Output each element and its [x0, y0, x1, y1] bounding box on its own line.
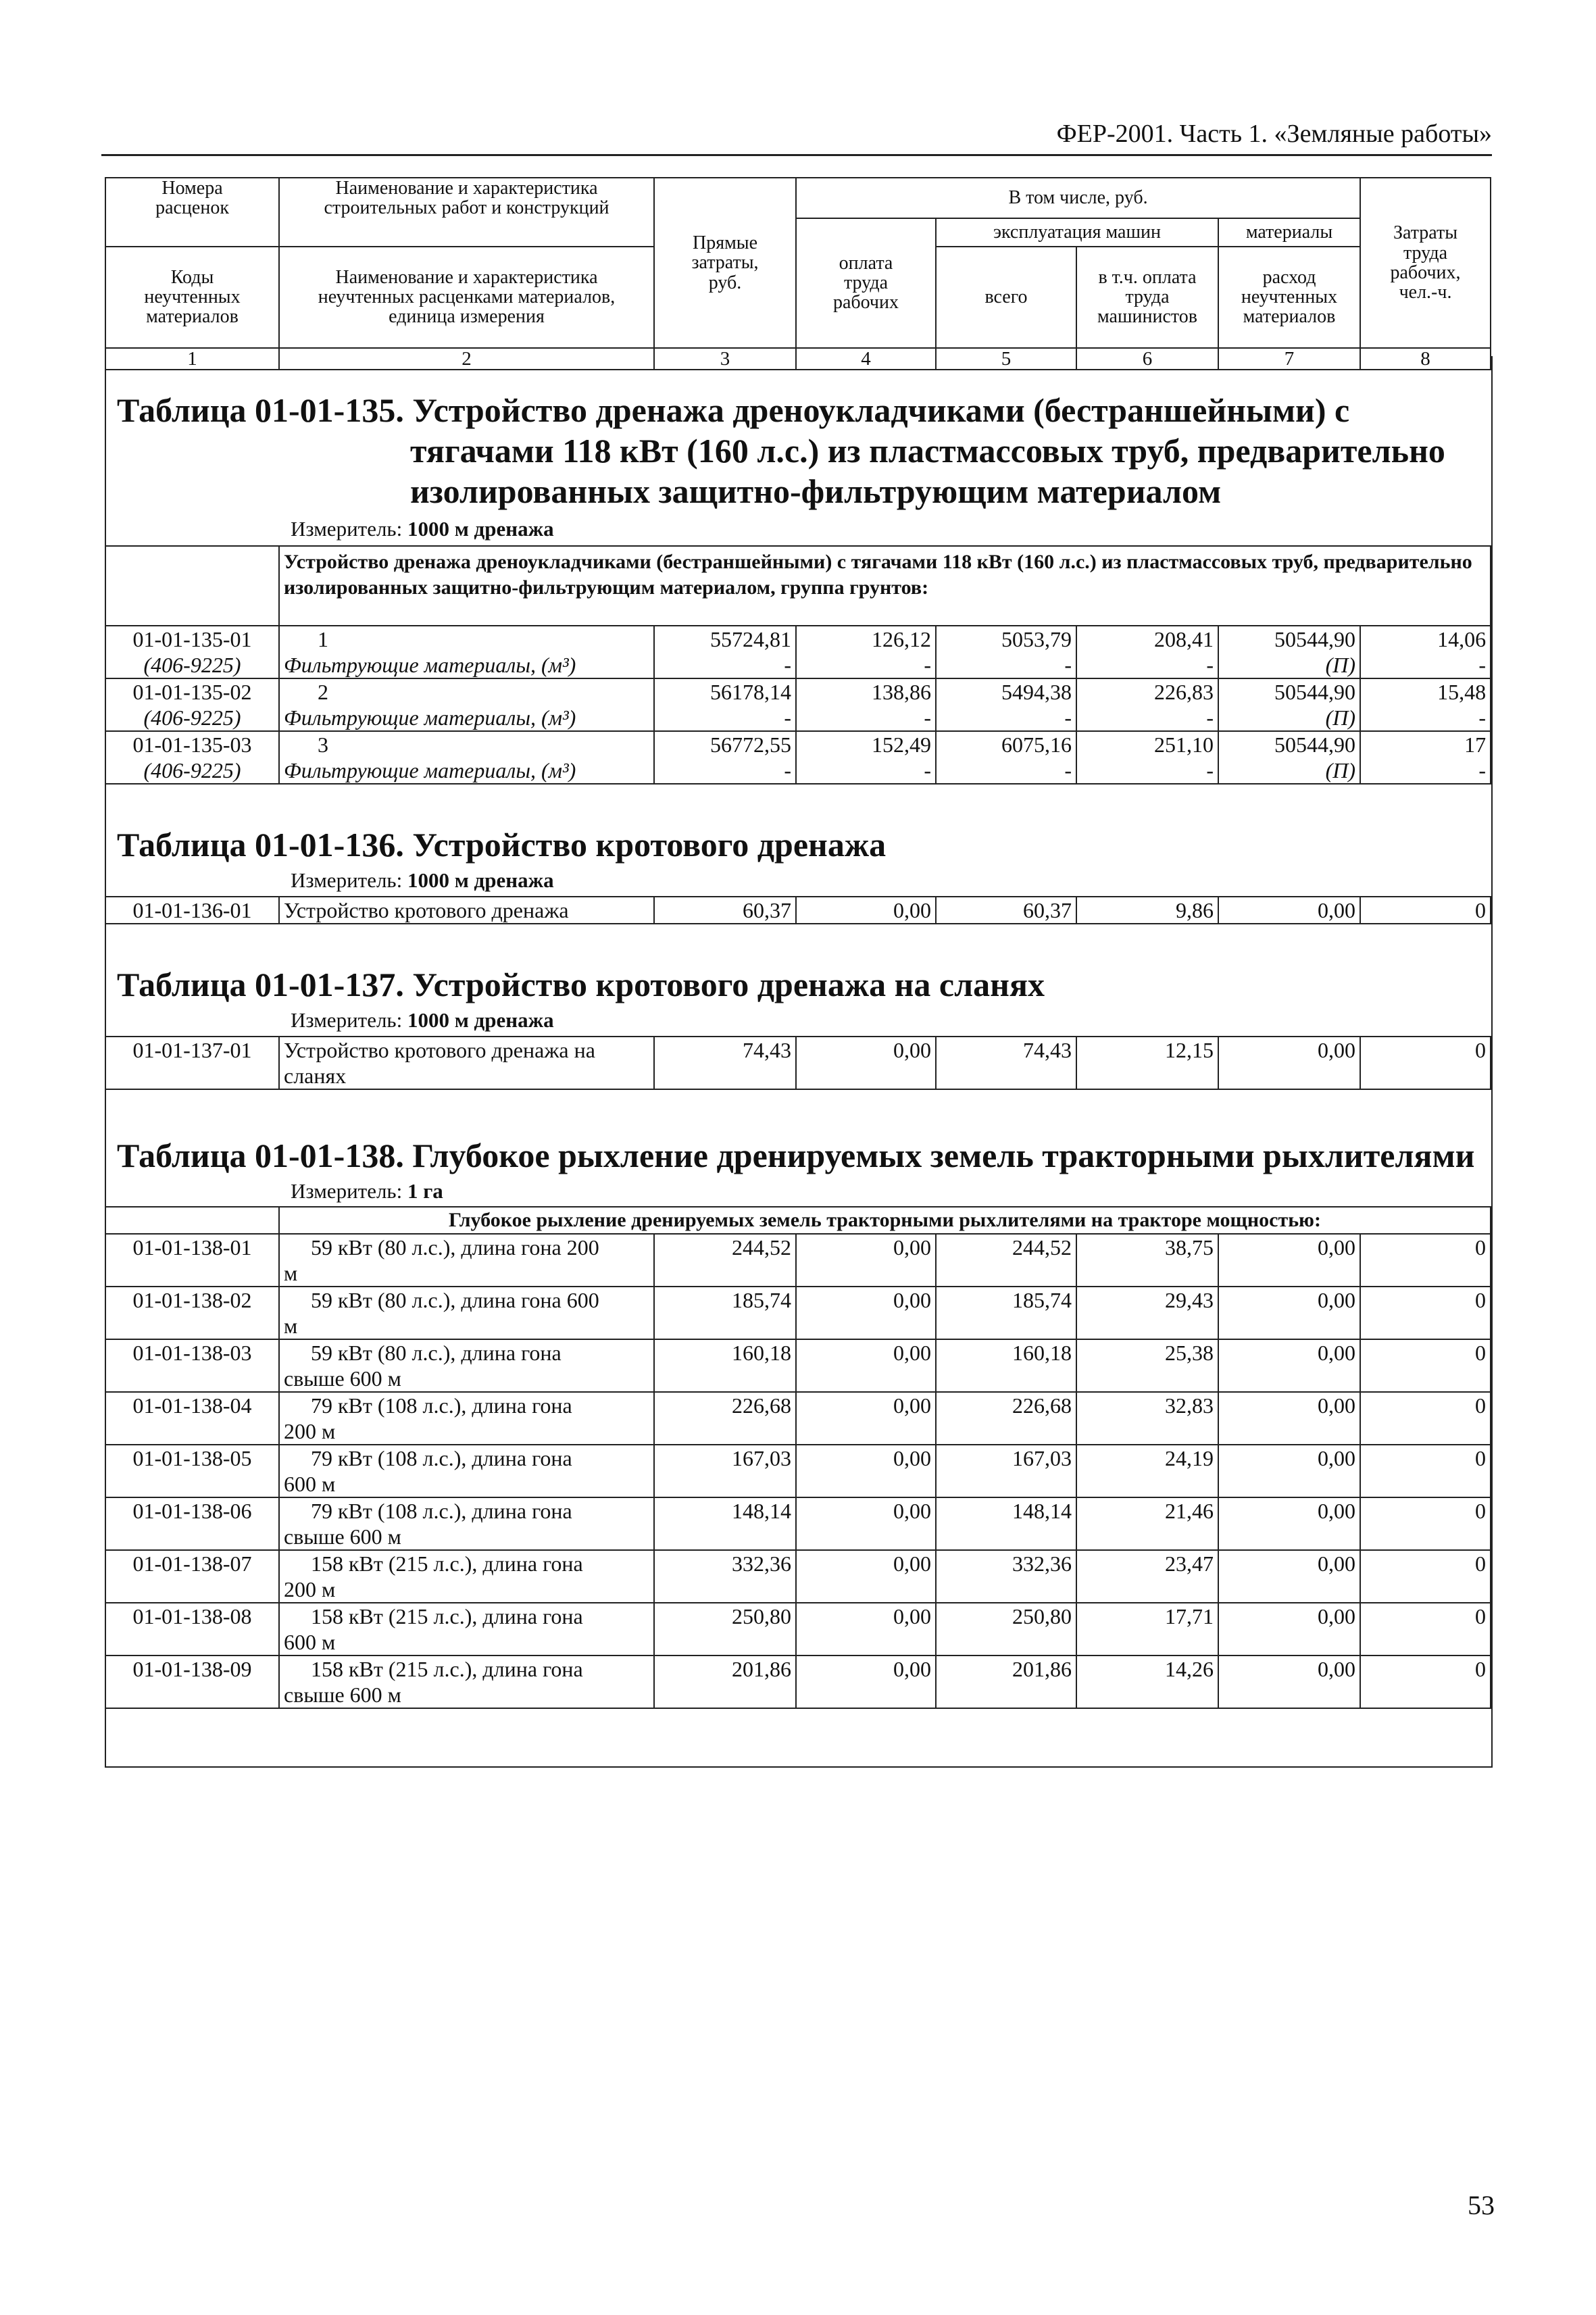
- labor-hours: 0: [1360, 1037, 1491, 1089]
- direct-costs: 148,14: [654, 1497, 796, 1550]
- measure-label: Измеритель:: [291, 868, 403, 892]
- col-number: 5: [936, 348, 1076, 370]
- direct-costs: 56772,55: [710, 732, 791, 757]
- table-row: [105, 1550, 1491, 1603]
- rate-code: 01-01-138-09: [105, 1656, 279, 1708]
- running-header-title: ФЕР-2001. Часть 1. «Земляные работы»: [1056, 120, 1492, 148]
- measure-label: Измеритель:: [291, 517, 403, 541]
- table-136-rows: [105, 896, 1491, 924]
- machinists-pay: 21,46: [1076, 1497, 1218, 1550]
- rate-code: 01-01-138-08: [105, 1603, 279, 1656]
- machinists-pay: 38,75: [1076, 1234, 1218, 1287]
- work-name-line2: 600 м: [284, 1472, 336, 1496]
- machines-total: 5494,38: [1001, 680, 1072, 704]
- name-cell: [279, 1287, 654, 1339]
- materials-cost: 0,00: [1218, 1445, 1360, 1497]
- dash: -: [924, 705, 931, 730]
- machines-total: 160,18: [936, 1339, 1076, 1392]
- rate-code: 01-01-138-03: [105, 1339, 279, 1392]
- table-137-measure: [291, 1008, 554, 1032]
- table-row: [105, 1392, 1491, 1445]
- labor-pay: 138,86: [872, 680, 931, 704]
- work-name-line2: сланях: [284, 1064, 347, 1088]
- dash: -: [1206, 653, 1214, 677]
- table-row: [105, 731, 1491, 784]
- work-name: 2: [318, 680, 328, 704]
- rate-code: 01-01-135-01: [132, 627, 252, 651]
- machines-total: 185,74: [936, 1287, 1076, 1339]
- table-136-title: Таблица 01-01-136. Устройство кротового дренажа: [117, 826, 887, 864]
- work-name-line1: 158 кВт (215 л.с.), длина гона: [311, 1657, 583, 1681]
- table-row: [105, 1339, 1491, 1392]
- machines-total: 6075,16: [1001, 732, 1072, 757]
- direct-costs: 226,68: [654, 1392, 796, 1445]
- rate-code: 01-01-138-04: [105, 1392, 279, 1445]
- work-name-line2: свыше 600 м: [284, 1366, 401, 1391]
- machines-total: 74,43: [936, 1037, 1076, 1089]
- machinists-pay: 9,86: [1076, 897, 1218, 924]
- table-row: [105, 1037, 1491, 1089]
- material-code: (406-9225): [143, 653, 241, 677]
- work-name-line1: Устройство кротового дренажа на: [284, 1038, 595, 1062]
- rate-code: 01-01-138-02: [105, 1287, 279, 1339]
- materials-cost: 0,00: [1218, 1603, 1360, 1656]
- machinists-pay: 23,47: [1076, 1550, 1218, 1603]
- machinists-pay: 17,71: [1076, 1603, 1218, 1656]
- rate-code: 01-01-138-05: [105, 1445, 279, 1497]
- header-c3: Прямые затраты, руб.: [654, 178, 796, 348]
- machinists-pay: 29,43: [1076, 1287, 1218, 1339]
- work-name-line2: свыше 600 м: [284, 1683, 401, 1707]
- machinists-pay: 14,26: [1076, 1656, 1218, 1708]
- labor-hours: 0: [1360, 1234, 1491, 1287]
- direct-costs: 185,74: [654, 1287, 796, 1339]
- name-cell: [279, 1550, 654, 1603]
- labor-hours: 15,48: [1437, 680, 1487, 704]
- direct-costs: 167,03: [654, 1445, 796, 1497]
- name-cell: [279, 678, 654, 731]
- name-cell: [279, 1445, 654, 1497]
- labor-pay: 126,12: [872, 627, 931, 651]
- dash: -: [1206, 758, 1214, 782]
- column-header-table: [105, 177, 1491, 370]
- col-number: 7: [1218, 348, 1360, 370]
- table-138-measure: [291, 1179, 443, 1203]
- table-137-title: Таблица 01-01-137. Устройство кротового дренажа на сланях: [117, 966, 1045, 1003]
- labor-hours: 0: [1360, 1603, 1491, 1656]
- materials-cost: 0,00: [1218, 1234, 1360, 1287]
- materials-cost: 0,00: [1218, 1497, 1360, 1550]
- machines-total: 60,37: [936, 897, 1076, 924]
- table-135-measure: [291, 517, 554, 541]
- table-138-title: Таблица 01-01-138. Глубокое рыхление дренируемых земель тракторными рыхлителями: [117, 1137, 1475, 1174]
- measure-label: Измеритель:: [291, 1179, 403, 1203]
- materials-cost: 0,00: [1218, 1550, 1360, 1603]
- work-name-line1: 158 кВт (215 л.с.), длина гона: [311, 1604, 583, 1628]
- machinists-pay: 32,83: [1076, 1392, 1218, 1445]
- labor-hours: 0: [1360, 1550, 1491, 1603]
- rate-code-cell: [105, 731, 279, 784]
- header-c4: оплата труда рабочих: [796, 218, 936, 348]
- material-code: (406-9225): [143, 758, 241, 782]
- direct-costs: 201,86: [654, 1656, 796, 1708]
- measure-value: 1 га: [407, 1179, 443, 1203]
- work-name-line1: 79 кВт (108 л.с.), длина гона: [311, 1499, 572, 1523]
- rate-code-cell: [105, 678, 279, 731]
- material-name: Фильтрующие материалы, (м³): [284, 653, 576, 677]
- labor-hours: 0: [1360, 1445, 1491, 1497]
- work-name-line2: м: [284, 1261, 298, 1285]
- machines-total: 167,03: [936, 1445, 1076, 1497]
- direct-costs: 74,43: [654, 1037, 796, 1089]
- machinists-pay: 24,19: [1076, 1445, 1218, 1497]
- header-spacer: [279, 218, 654, 247]
- table-135-title-line2: тягачами 118 кВт (160 л.с.) из пластмассовых труб, предварительно: [410, 432, 1445, 470]
- material-name: Фильтрующие материалы, (м³): [284, 758, 576, 782]
- page-number: 53: [1468, 2190, 1495, 2220]
- dash: -: [1478, 758, 1487, 782]
- col-number: 1: [105, 348, 279, 370]
- materials-cost: 0,00: [1218, 1287, 1360, 1339]
- materials-cost: 50544,90: [1274, 732, 1355, 757]
- table-135-title-line1: Таблица 01-01-135. Устройство дренажа дреноукладчиками (бестраншейными) с: [117, 391, 1350, 429]
- rate-code: 01-01-138-01: [105, 1234, 279, 1287]
- dash: -: [1064, 653, 1072, 677]
- work-name-line1: 158 кВт (215 л.с.), длина гона: [311, 1551, 583, 1576]
- work-name-line2: 600 м: [284, 1630, 336, 1654]
- direct-costs: 160,18: [654, 1339, 796, 1392]
- name-cell: [279, 1497, 654, 1550]
- header-group: В том числе, руб.: [796, 178, 1360, 218]
- rate-code: 01-01-137-01: [105, 1037, 279, 1089]
- table-row: [105, 1603, 1491, 1656]
- machinists-pay: 226,83: [1154, 680, 1214, 704]
- header-c7: расход неучтенных материалов: [1218, 247, 1360, 348]
- labor-pay: 0,00: [796, 1550, 936, 1603]
- labor-pay: 0,00: [796, 1603, 936, 1656]
- materials-cost: 0,00: [1218, 1392, 1360, 1445]
- labor-hours: 0: [1360, 1656, 1491, 1708]
- table-row: [105, 1656, 1491, 1708]
- header-materials: материалы: [1218, 218, 1360, 247]
- name-cell: [279, 1234, 654, 1287]
- work-name-line1: 79 кВт (108 л.с.), длина гона: [311, 1393, 572, 1418]
- dash: -: [1206, 705, 1214, 730]
- work-name: 3: [318, 732, 328, 757]
- dash: -: [784, 705, 791, 730]
- table-136-measure: [291, 868, 554, 893]
- col-number: 6: [1076, 348, 1218, 370]
- table-138-rows: [105, 1206, 1491, 1709]
- material-flag: (П): [1325, 705, 1355, 730]
- table-135-title-line3: изолированных защитно-фильтрующим материалом: [410, 472, 1222, 510]
- table-row: [105, 626, 1491, 678]
- work-name-line2: 200 м: [284, 1419, 336, 1443]
- col-number: 3: [654, 348, 796, 370]
- labor-pay: 152,49: [872, 732, 931, 757]
- dash: -: [1064, 758, 1072, 782]
- material-name: Фильтрующие материалы, (м³): [284, 705, 576, 730]
- header-c1-bottom: Коды неучтенных материалов: [105, 247, 279, 348]
- labor-pay: 0,00: [796, 1287, 936, 1339]
- materials-cost: 50544,90: [1274, 680, 1355, 704]
- header-c8: Затраты труда рабочих, чел.-ч.: [1360, 178, 1491, 348]
- measure-value: 1000 м дренажа: [407, 1008, 554, 1032]
- rate-code: 01-01-136-01: [105, 897, 279, 924]
- materials-cost: 50544,90: [1274, 627, 1355, 651]
- direct-costs: 60,37: [654, 897, 796, 924]
- table-138-caption: Глубокое рыхление дренируемых земель тракторными рыхлителями на тракторе мощностью:: [279, 1207, 1491, 1234]
- table-row: [105, 1445, 1491, 1497]
- machines-total: 148,14: [936, 1497, 1076, 1550]
- direct-costs: 55724,81: [710, 627, 791, 651]
- direct-costs: 56178,14: [710, 680, 791, 704]
- labor-hours: 14,06: [1437, 627, 1487, 651]
- machinists-pay: 12,15: [1076, 1037, 1218, 1089]
- material-flag: (П): [1325, 653, 1355, 677]
- materials-cost: 0,00: [1218, 897, 1360, 924]
- materials-cost: 0,00: [1218, 1339, 1360, 1392]
- work-name: Устройство кротового дренажа: [279, 897, 654, 924]
- work-name-line1: 59 кВт (80 л.с.), длина гона: [311, 1341, 562, 1365]
- materials-cost: 0,00: [1218, 1037, 1360, 1089]
- col-number: 8: [1360, 348, 1491, 370]
- header-c6: в т.ч. оплата труда машинистов: [1076, 247, 1218, 348]
- material-flag: (П): [1325, 758, 1355, 782]
- name-cell: [279, 626, 654, 678]
- work-name-line2: м: [284, 1314, 298, 1338]
- dash: -: [924, 653, 931, 677]
- rate-code: 01-01-135-02: [132, 680, 252, 704]
- header-c2-bottom: Наименование и характеристика неучтенных расценками материалов, единица измерения: [279, 247, 654, 348]
- material-code: (406-9225): [143, 705, 241, 730]
- table-row: [105, 1497, 1491, 1550]
- table-row: [105, 678, 1491, 731]
- labor-hours: 17: [1464, 732, 1487, 757]
- machinists-pay: 25,38: [1076, 1339, 1218, 1392]
- header-spacer: [105, 218, 279, 247]
- machines-total: 226,68: [936, 1392, 1076, 1445]
- measure-value: 1000 м дренажа: [407, 868, 554, 892]
- work-name: 1: [318, 627, 328, 651]
- name-cell: [279, 1656, 654, 1708]
- header-c2-top: Наименование и характеристика строительных работ и конструкций: [279, 178, 654, 218]
- name-cell: [279, 1603, 654, 1656]
- table-row: [105, 897, 1491, 924]
- direct-costs: 332,36: [654, 1550, 796, 1603]
- direct-costs: 244,52: [654, 1234, 796, 1287]
- labor-hours: 0: [1360, 1392, 1491, 1445]
- labor-hours: 0: [1360, 1497, 1491, 1550]
- labor-pay: 0,00: [796, 1656, 936, 1708]
- dash: -: [784, 653, 791, 677]
- labor-hours: 0: [1360, 1339, 1491, 1392]
- labor-hours: 0: [1360, 897, 1491, 924]
- col-number: 4: [796, 348, 936, 370]
- dash: -: [924, 758, 931, 782]
- measure-value: 1000 м дренажа: [407, 517, 554, 541]
- labor-pay: 0,00: [796, 1339, 936, 1392]
- machines-total: 201,86: [936, 1656, 1076, 1708]
- table-row: [105, 1287, 1491, 1339]
- rate-code: 01-01-135-03: [132, 732, 252, 757]
- machines-total: 250,80: [936, 1603, 1076, 1656]
- machines-total: 332,36: [936, 1550, 1076, 1603]
- labor-pay: 0,00: [796, 1234, 936, 1287]
- work-name-line2: свыше 600 м: [284, 1524, 401, 1549]
- running-header: [101, 116, 1492, 156]
- name-cell: [279, 1392, 654, 1445]
- dash: -: [1478, 705, 1487, 730]
- machines-total: 244,52: [936, 1234, 1076, 1287]
- machinists-pay: 208,41: [1154, 627, 1214, 651]
- table-137-rows: [105, 1036, 1491, 1090]
- header-c5: всего: [936, 247, 1076, 348]
- work-name-line1: 79 кВт (108 л.с.), длина гона: [311, 1446, 572, 1470]
- work-name-line1: 59 кВт (80 л.с.), длина гона 200: [311, 1235, 599, 1260]
- rate-code: 01-01-138-06: [105, 1497, 279, 1550]
- rate-code: 01-01-138-07: [105, 1550, 279, 1603]
- table-135-caption: Устройство дренажа дреноукладчиками (бестраншейными) с тягачами 118 кВт (160 л.с.) из пластмассовых труб, предварительно изолированных защитно-фильтрующим материалом, группа грунтов:: [279, 546, 1491, 626]
- work-name-line1: 59 кВт (80 л.с.), длина гона 600: [311, 1288, 599, 1312]
- labor-pay: 0,00: [796, 1392, 936, 1445]
- rate-code-cell: [105, 626, 279, 678]
- dash: -: [784, 758, 791, 782]
- dash: -: [1478, 653, 1487, 677]
- table-row: [105, 1234, 1491, 1287]
- name-cell: [279, 731, 654, 784]
- work-name-line2: 200 м: [284, 1577, 336, 1601]
- dash: -: [1064, 705, 1072, 730]
- table-135-rows: [105, 545, 1491, 785]
- machines-total: 5053,79: [1001, 627, 1072, 651]
- name-cell: [279, 1339, 654, 1392]
- header-machines: эксплуатация машин: [936, 218, 1218, 247]
- labor-pay: 0,00: [796, 1497, 936, 1550]
- labor-pay: 0,00: [796, 1037, 936, 1089]
- labor-hours: 0: [1360, 1287, 1491, 1339]
- col-number: 2: [279, 348, 654, 370]
- labor-pay: 0,00: [796, 1445, 936, 1497]
- header-c1-top: Номера расценок: [105, 178, 279, 218]
- name-cell: [279, 1037, 654, 1089]
- materials-cost: 0,00: [1218, 1656, 1360, 1708]
- measure-label: Измеритель:: [291, 1008, 403, 1032]
- direct-costs: 250,80: [654, 1603, 796, 1656]
- labor-pay: 0,00: [796, 897, 936, 924]
- machinists-pay: 251,10: [1154, 732, 1214, 757]
